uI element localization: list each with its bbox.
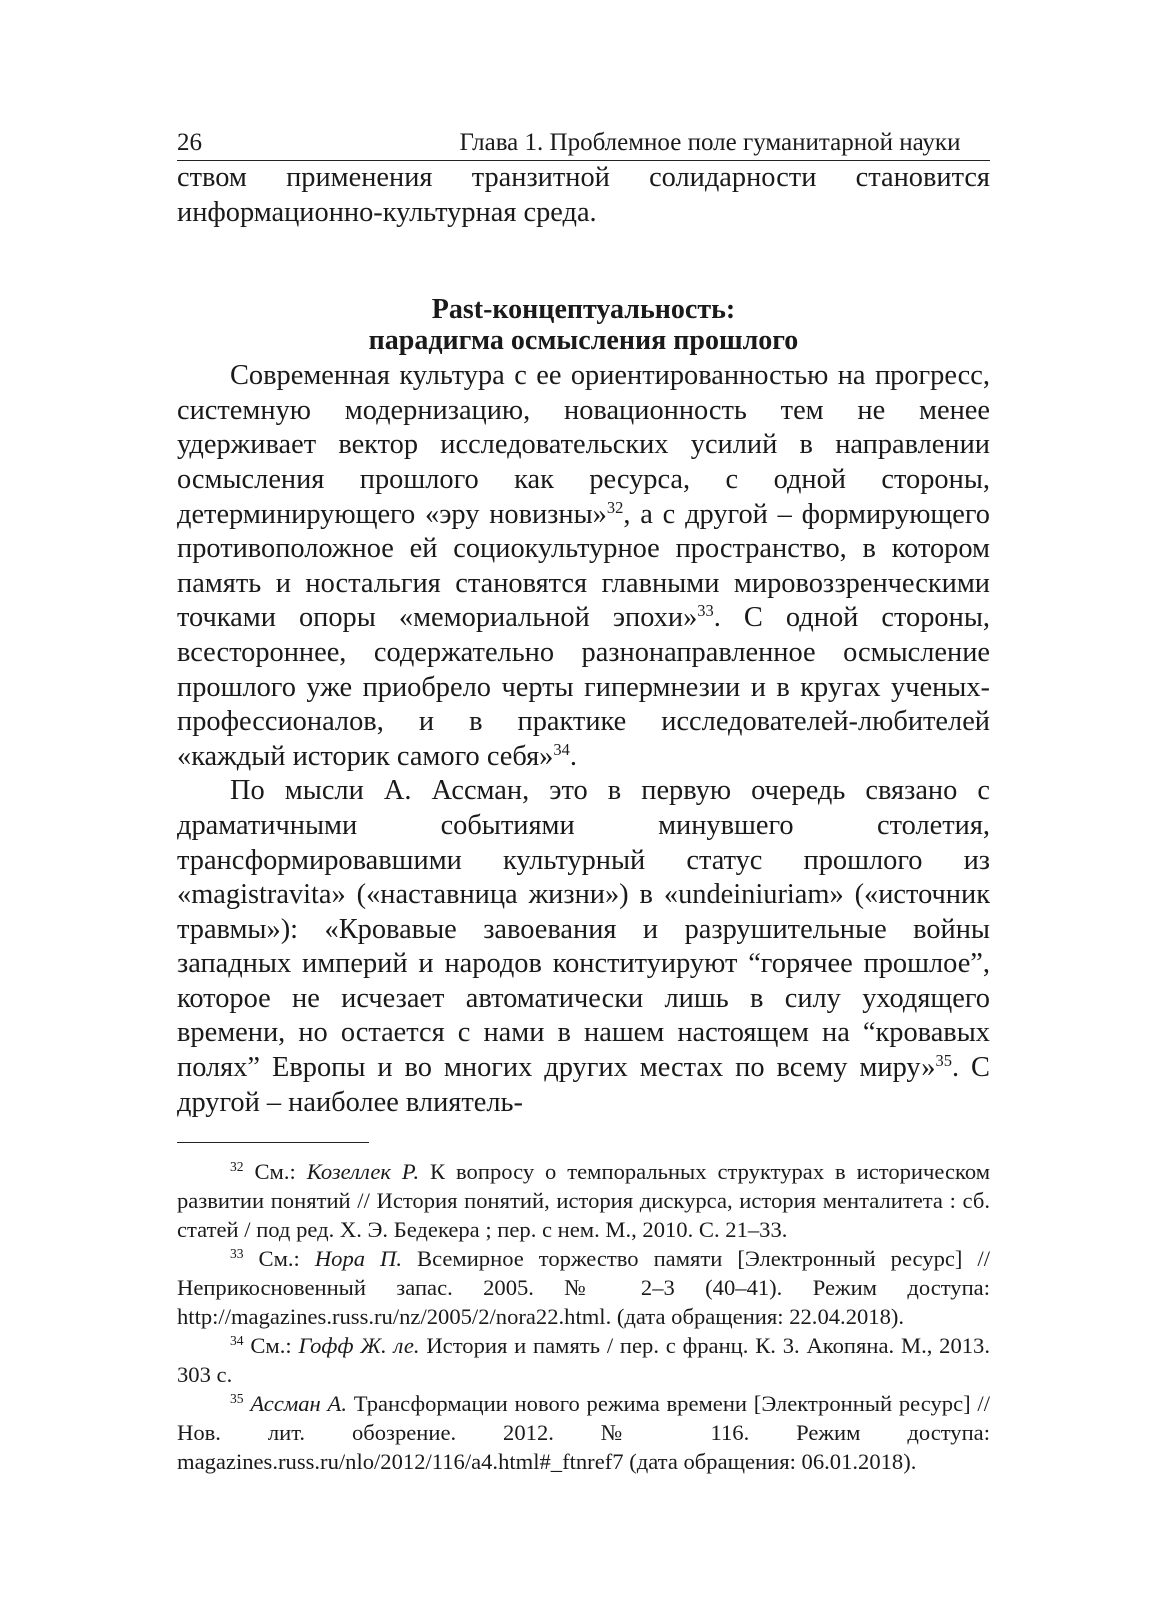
footnote-text: Всемирное торжество памяти [Электронный ресурс] // Неприкосновенный запас. 2005. № 2–3 (40–41). Режим доступа: http://magazines.russ.ru/nz/2005/2/nora22.html. (дата обращения: 22.04.2018). — [177, 1246, 990, 1330]
footnote-32 — [177, 1157, 990, 1244]
chapter-title: Глава 1. Проблемное поле гуманитарной науки — [459, 129, 961, 156]
footnote-ref-35[interactable]: 35 — [935, 1050, 952, 1070]
continuation-paragraph: ством применения транзитной солидарности становится информационно-культурная среда. — [177, 162, 990, 228]
paragraph-2-part-1: По мысли А. Ассман, это в первую очередь связано с драматичными событиями минувшего столетия, трансформировавшими культурный статус прошлого из «magistravita» («наставница жизни») в «undeiniuriam» («источник травмы»): «Кровавые завоевания и разрушительные войны западных империй и народов конституируют “горячее прошлое”, которое не исчезает автоматически лишь в силу уходящего времени, но остается с нами в нашем настоящем на “кровавых полях” Европы и во многих других местах по всему миру» — [177, 775, 990, 1084]
footnote-author: Ассман А. — [250, 1391, 347, 1417]
footnote-author: Нора П. — [314, 1246, 403, 1272]
footnote-number: 33 — [230, 1246, 244, 1262]
section-heading-line-2: парадигма осмысления прошлого — [368, 325, 799, 357]
footnote-number: 35 — [230, 1391, 244, 1407]
footnote-prefix: См.: — [243, 1333, 299, 1359]
running-header — [177, 126, 990, 161]
footnote-35 — [177, 1389, 990, 1476]
footnotes — [177, 1157, 990, 1476]
page-number: 26 — [177, 129, 202, 156]
paragraph-1-part-3: . С одной стороны, всестороннее, содержательно разнонаправленное осмысление прошлого уже приобрело черты гипермнезии и в кругах ученых-профессионалов, и в практике исследователей-любителей «каждый историк самого себя» — [177, 602, 990, 772]
footnote-number: 34 — [230, 1333, 244, 1349]
paragraph-1-part-4: . — [569, 740, 577, 772]
paragraph-1-part-2: , а с другой – формирующего противоположное ей социокультурное пространство, в котором память и ностальгия становятся главными мировоззренческими точками опоры «мемориальной эпохи» — [177, 498, 991, 634]
paragraph-1-part-1: Современная культура с ее ориентированностью на прогресс, системную модернизацию, новационность тем не менее удерживает вектор исследовательских усилий в направлении осмысления прошлого как ресурса, с одной стороны, детерминирующего «эру новизны» — [177, 360, 990, 530]
paragraph-2-part-2: . С другой – наиболее влиятель- — [177, 1052, 990, 1118]
footnote-text: История и память / пер. с франц. К. 3. Акопяна. М., 2013. 303 с. — [177, 1333, 991, 1388]
book-page — [177, 126, 990, 1476]
footnote-prefix: См.: — [243, 1159, 307, 1185]
footnote-ref-34[interactable]: 34 — [553, 739, 570, 759]
footnote-divider — [177, 1142, 369, 1143]
paragraph-1 — [177, 359, 990, 774]
footnote-text: К вопросу о темпоральных структурах в историческом развитии понятий // История понятий, история дискурса, история менталитета : сб. статей / под ред. Х. Э. Бедекера ; пер. с нем. М., 2010. С. 21–33. — [177, 1159, 990, 1243]
footnote-34 — [177, 1331, 990, 1389]
footnote-ref-33[interactable]: 33 — [697, 601, 714, 621]
section-heading-line-1: Past-концептуальность: — [431, 294, 736, 326]
paragraph-2 — [177, 774, 990, 1120]
main-text — [177, 161, 990, 1120]
section-body — [177, 359, 990, 1120]
section-heading — [177, 294, 990, 356]
footnote-prefix: См.: — [243, 1246, 315, 1272]
footnote-ref-32[interactable]: 32 — [606, 497, 624, 517]
footnote-text: Трансформации нового режима времени [Электронный ресурс] // Нов. лит. обозрение. 2012. № 116. Режим доступа: magazines.russ.ru/nlo/2012/116/a4.html#_ftnref7 (дата обращения: 06.01.2018). — [177, 1391, 990, 1475]
footnote-author: Гофф Ж. ле. — [298, 1333, 420, 1359]
footnote-33 — [177, 1244, 990, 1331]
footnote-number: 32 — [230, 1159, 244, 1175]
footnote-author: Козеллек Р. — [306, 1159, 420, 1185]
